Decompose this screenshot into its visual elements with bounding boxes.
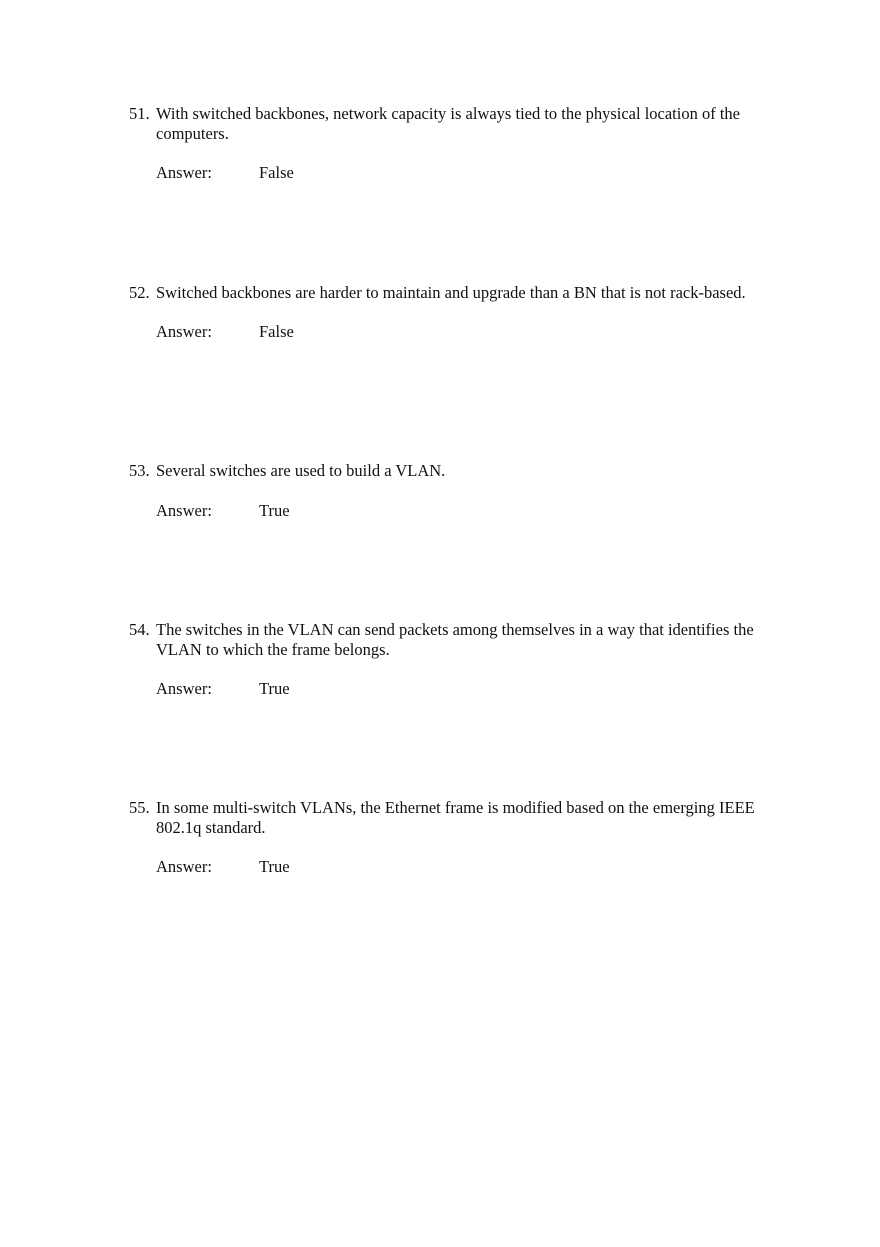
answer-row (156, 163, 759, 183)
answer-row (156, 322, 759, 342)
question-number: 54. (129, 620, 150, 639)
answer-row (156, 679, 759, 699)
answer-label: Answer: (156, 501, 212, 520)
answer-row (156, 501, 759, 521)
question-51 (129, 104, 759, 183)
answer-value: True (259, 501, 290, 520)
answer-value: False (259, 322, 294, 341)
question-text: In some multi-switch VLANs, the Ethernet frame is modified based on the emerging IEEE 802.1q standard. (156, 798, 755, 837)
answer-row (156, 857, 759, 877)
answer-label: Answer: (156, 322, 212, 341)
answer-label: Answer: (156, 857, 212, 876)
question-54 (129, 620, 759, 699)
question-53 (129, 461, 759, 521)
question-text: Several switches are used to build a VLAN. (156, 461, 446, 480)
answer-label: Answer: (156, 163, 212, 182)
question-text: With switched backbones, network capacity is always tied to the physical location of the computers. (156, 104, 741, 143)
answer-value: True (259, 857, 290, 876)
question-55 (129, 798, 759, 877)
question-number: 53. (129, 461, 150, 480)
question-number: 55. (129, 798, 150, 817)
question-number: 52. (129, 283, 150, 302)
question-text: The switches in the VLAN can send packets among themselves in a way that identifies the VLAN to which the frame belongs. (156, 620, 754, 659)
question-52 (129, 283, 759, 342)
answer-label: Answer: (156, 679, 212, 698)
answer-value: True (259, 679, 290, 698)
question-text: Switched backbones are harder to maintain and upgrade than a BN that is not rack-based. (156, 283, 746, 302)
answer-value: False (259, 163, 294, 182)
question-number: 51. (129, 104, 150, 123)
